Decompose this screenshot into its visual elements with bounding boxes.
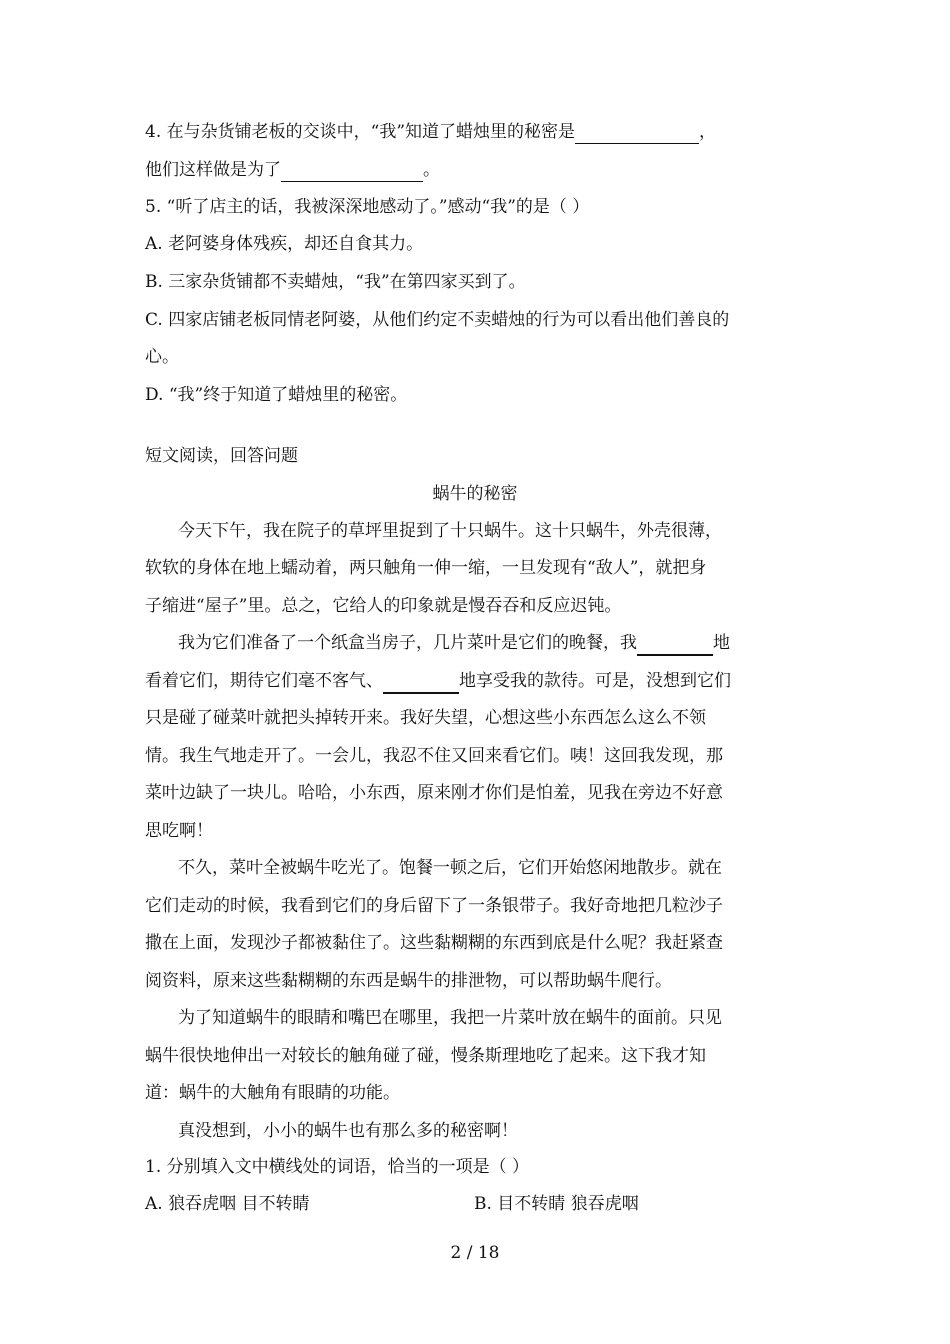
passage-line — [145, 670, 731, 692]
passage-line: 软软的身体在地上蠕动着，两只触角一伸一缩，一旦发现有“敌人”，就把身 — [145, 558, 707, 578]
passage-line: 为了知道蜗牛的眼睛和嘴巴在哪里，我把一片菜叶放在蜗牛的面前。只见 — [178, 1008, 722, 1028]
question-5-option-a: A. 老阿婆身体残疾，却还自食其力。 — [145, 234, 424, 254]
question-4-punct: ， — [699, 122, 717, 142]
passage-line: 撒在上面，发现沙子都被黏住了。这些黏糊糊的东西到底是什么呢？我赶紧查 — [145, 933, 723, 953]
question-4-text: 4. 在与杂货铺老板的交谈中，“我”知道了蜡烛里的秘密是 — [145, 122, 576, 142]
passage-line: 情。我生气地走开了。一会儿，我忍不住又回来看它们。咦！这回我发现，那 — [145, 746, 723, 766]
passage-line: 道：蜗牛的大触角有眼睛的功能。 — [145, 1083, 400, 1103]
question-5-option-c: C. 四家店铺老板同情老阿婆，从他们约定不卖蜡烛的行为可以看出他们善良的 — [145, 310, 730, 330]
answer-blank[interactable] — [575, 121, 699, 144]
question-1-option-b: B. 目不转睛 狼吞虎咽 — [474, 1194, 639, 1214]
passage-title: 蜗牛的秘密 — [432, 484, 518, 504]
question-4-text-2: 他们这样做是为了 — [145, 160, 281, 180]
passage-line: 不久，菜叶全被蜗牛吃光了。饱餐一顿之后，它们开始悠闲地散步。就在 — [178, 858, 722, 878]
question-5-stem: 5. “听了店主的话，我被深深地感动了。”感动“我”的是（ ） — [145, 197, 590, 217]
passage-line: 真没想到，小小的蜗牛也有那么多的秘密啊！ — [178, 1121, 518, 1141]
passage-line: 菜叶边缺了一块儿。哈哈，小东西，原来刚才你们是怕羞，见我在旁边不好意 — [145, 783, 723, 803]
question-1-stem: 1. 分别填入文中横线处的词语，恰当的一项是（ ） — [145, 1157, 530, 1177]
passage-line: 子缩进“屋子”里。总之，它给人的印象就是慢吞吞和反应迟钝。 — [145, 596, 622, 616]
question-4-line-1 — [145, 121, 716, 143]
question-4-punct-2: 。 — [423, 160, 440, 180]
passage-line — [178, 632, 730, 654]
question-4-line-2 — [145, 159, 440, 181]
passage-line: 思吃啊！ — [145, 821, 213, 841]
section-heading: 短文阅读，回答问题 — [145, 446, 298, 466]
passage-line: 只是碰了碰菜叶就把头掉转开来。我好失望，心想这些小东西怎么这么不领 — [145, 708, 706, 728]
passage-line: 它们走动的时候，我看到它们的身后留下了一条银带子。我好奇地把几粒沙子 — [145, 896, 723, 916]
passage-line: 蜗牛很快地伸出一对较长的触角碰了碰，慢条斯理地吃了起来。这下我才知 — [145, 1046, 706, 1066]
fill-blank-1[interactable] — [637, 632, 713, 656]
passage-text: 地享受我的款待。可是，没想到它们 — [459, 671, 731, 691]
fill-blank-2[interactable] — [383, 670, 459, 694]
passage-text: 看着它们，期待它们毫不客气、 — [145, 671, 383, 691]
passage-line: 阅资料，原来这些黏糊糊的东西是蜗牛的排泄物，可以帮助蜗牛爬行。 — [145, 971, 672, 991]
answer-blank[interactable] — [281, 159, 423, 182]
question-1-option-a: A. 狼吞虎咽 目不转睛 — [145, 1194, 310, 1214]
question-5-option-b: B. 三家杂货铺都不卖蜡烛，“我”在第四家买到了。 — [145, 272, 526, 292]
passage-text: 我为它们准备了一个纸盒当房子，几片菜叶是它们的晚餐，我 — [178, 633, 637, 653]
question-5-option-d: D. “我”终于知道了蜡烛里的秘密。 — [145, 385, 408, 405]
question-5-option-c-cont: 心。 — [145, 347, 179, 367]
passage-text: 地 — [713, 633, 730, 653]
page-number: 2 / 18 — [450, 1243, 500, 1263]
passage-line: 今天下午，我在院子的草坪里捉到了十只蜗牛。这十只蜗牛，外壳很薄， — [178, 521, 722, 541]
